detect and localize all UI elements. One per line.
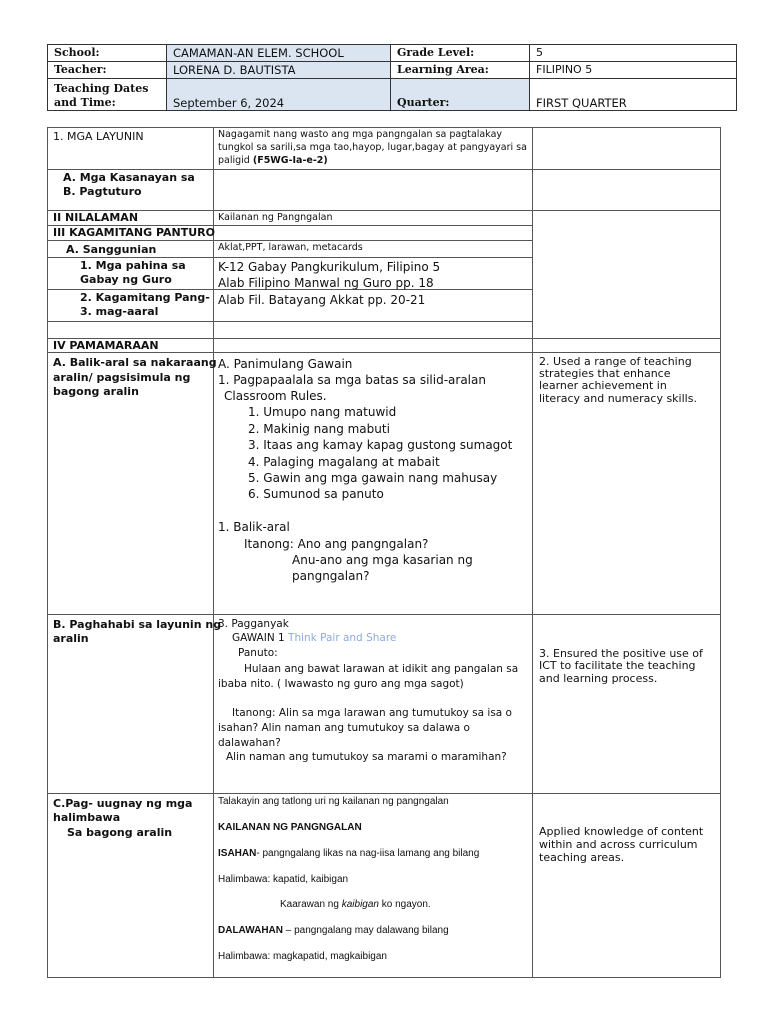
quarter-label: Quarter: xyxy=(390,78,530,111)
cell-b-note xyxy=(532,614,721,794)
kasanayan-a: A. Mga Kasanayan sa xyxy=(63,171,195,184)
dates-label-line-1: Teaching Dates xyxy=(54,82,149,95)
school-value: CAMAMAN-AN ELEM. SCHOOL xyxy=(166,44,391,62)
b-panuto-2: ibaba nito. ( Iwawasto ng guro ang mga sagot) xyxy=(218,678,464,690)
b-note-2: ICT to facilitate the teaching xyxy=(539,659,696,672)
pahina-value-1: K-12 Gabay Pangkurikulum, Filipino 5 xyxy=(218,260,441,274)
cell-empty-label xyxy=(47,321,214,339)
c-dalawahan-def: – pangngalang may dalawang bilang xyxy=(283,925,449,936)
c-note-1: Applied knowledge of content xyxy=(539,825,704,838)
a-rule-6: 6. Sumunod sa panuto xyxy=(248,487,384,501)
area-value: FILIPINO 5 xyxy=(529,61,737,79)
kasanayan-b: B. Pagtuturo xyxy=(63,185,142,198)
school-label: School: xyxy=(47,44,167,62)
cell-pamamaraan-note xyxy=(532,338,721,353)
a-balik-aral: 1. Balik-aral xyxy=(218,520,290,534)
c-talakayin: Talakayin ang tatlong uri ng kailanan ng pangngalan xyxy=(218,796,449,807)
c-dalawahan-term: DALAWAHAN xyxy=(218,925,283,936)
layunin-label: 1. MGA LAYUNIN xyxy=(53,130,144,143)
a-rule-1: 1. Umupo nang matuwid xyxy=(248,405,397,419)
teacher-value: LORENA D. BAUTISTA xyxy=(166,61,391,79)
a-rule-4: 4. Palaging magalang at mabait xyxy=(248,455,440,469)
a-rule-3: 3. Itaas ang kamay kapag gustong sumagot xyxy=(248,438,513,452)
pahina-label-1: 1. Mga pahina sa xyxy=(80,259,186,272)
a-note-2: strategies that enhance xyxy=(539,367,671,380)
c-isahan-def: - pangngalang likas na nag-iisa lamang ang bilang xyxy=(256,848,480,859)
b-panuto-1: Hulaan ang bawat larawan at idikit ang pangalan sa xyxy=(244,663,519,675)
pang-value: Alab Fil. Batayang Akkat pp. 20-21 xyxy=(218,293,426,307)
b-gawain-label: GAWAIN 1 xyxy=(232,632,289,644)
a-question-2: pangngalan? xyxy=(292,569,370,583)
b-itanong-3: dalawahan? xyxy=(218,737,281,749)
competency-code: (F5WG-Ia-e-2) xyxy=(252,155,328,166)
c-isahan xyxy=(218,848,479,860)
grade-label: Grade Level: xyxy=(390,44,530,62)
b-note-3: and learning process. xyxy=(539,672,658,685)
grade-value: 5 xyxy=(529,44,737,62)
a-line-0: A. Panimulang Gawain xyxy=(218,357,353,371)
b-gawain-title: Think Pair and Share xyxy=(288,632,397,644)
cell-pamamaraan-mid xyxy=(213,338,533,353)
c-dalawahan xyxy=(218,925,449,937)
c-halimbawa-2: Halimbawa: magkapatid, magkaibigan xyxy=(218,951,387,962)
b-itanong-4: Alin naman ang tumutukoy sa marami o maramihan? xyxy=(226,751,507,763)
pamamaraan-label: IV PAMAMARAAN xyxy=(53,339,159,352)
layunin-text-3-main: paligid xyxy=(218,155,253,166)
c-sentence-b: kaibigan xyxy=(341,899,379,910)
c-heading: KAILANAN NG PANGNGALAN xyxy=(218,822,362,833)
kagamitan-label: III KAGAMITANG PANTURO xyxy=(53,226,215,239)
sanggunian-label: A. Sanggunian xyxy=(66,243,157,256)
cell-kagamitan-note xyxy=(532,210,721,339)
b-gawain xyxy=(232,632,396,645)
a-note-1: 2. Used a range of teaching xyxy=(539,355,692,368)
pang-label-2: 3. mag-aaral xyxy=(80,305,159,318)
a-line-2: Classroom Rules. xyxy=(224,389,327,403)
b-label-2: aralin xyxy=(53,632,89,645)
layunin-text-3 xyxy=(218,155,328,167)
cell-empty-value xyxy=(213,321,533,339)
b-itanong-2: isahan? Alin naman ang tumutukoy sa dalawa o xyxy=(218,722,470,734)
c-halimbawa-1: Halimbawa: kapatid, kaibigan xyxy=(218,874,349,885)
a-rule-5: 5. Gawin ang mga gawain nang mahusay xyxy=(248,471,498,485)
b-pagganyak: 3. Pagganyak xyxy=(218,618,289,630)
b-itanong-1: Itanong: Alin sa mga larawan ang tumutukoy sa isa o xyxy=(232,707,512,719)
dates-value: September 6, 2024 xyxy=(166,78,391,111)
nilalaman-label: II NILALAMAN xyxy=(53,211,139,224)
c-sentence-a: Kaarawan ng xyxy=(280,899,342,910)
c-label-2: halimbawa xyxy=(53,811,121,824)
a-line-1: 1. Pagpapaalala sa mga batas sa silid-aralan xyxy=(218,373,486,387)
pahina-value-2: Alab Filipino Manwal ng Guro pp. 18 xyxy=(218,276,434,290)
cell-kasanayan-note xyxy=(532,169,721,211)
dates-label-line-2: and Time: xyxy=(54,96,116,109)
b-label-1: B. Paghahabi sa layunin ng xyxy=(53,618,222,631)
teacher-label: Teacher: xyxy=(47,61,167,79)
area-label: Learning Area: xyxy=(390,61,530,79)
cell-kasanayan-text xyxy=(213,169,533,211)
cell-layunin-note xyxy=(532,127,721,170)
c-label-1: C.Pag- uugnay ng mga xyxy=(53,797,193,810)
a-note-3: learner achievement in xyxy=(539,379,667,392)
c-note-2: within and across curriculum xyxy=(539,838,698,851)
c-label-3: Sa bagong aralin xyxy=(67,826,173,839)
dates-label xyxy=(47,78,167,111)
cell-kagamitan-value xyxy=(213,225,533,241)
cell-c-note xyxy=(532,793,721,978)
quarter-value: FIRST QUARTER xyxy=(529,78,737,111)
a-note-4: literacy and numeracy skills. xyxy=(539,392,697,405)
b-note-1: 3. Ensured the positive use of xyxy=(539,647,703,660)
layunin-text-1: Nagagamit nang wasto ang mga pangngalan sa pagtalakay xyxy=(218,129,503,140)
a-label-2: aralin/ pagsisimula ng xyxy=(53,371,191,384)
a-label-3: bagong aralin xyxy=(53,385,139,398)
a-label-1: A. Balik-aral sa nakaraang xyxy=(53,356,217,369)
pahina-label-2: Gabay ng Guro xyxy=(80,273,172,286)
a-question-1: Anu-ano ang mga kasarian ng xyxy=(292,553,473,567)
b-panuto: Panuto: xyxy=(238,647,278,659)
a-rule-2: 2. Makinig nang mabuti xyxy=(248,422,390,436)
a-itanong: Itanong: Ano ang pangngalan? xyxy=(244,537,429,551)
pang-label-1: 2. Kagamitang Pang- xyxy=(80,291,210,304)
c-note-3: teaching areas. xyxy=(539,851,625,864)
nilalaman-value: Kailanan ng Pangngalan xyxy=(218,212,333,223)
sanggunian-value: Aklat,PPT, larawan, metacards xyxy=(218,242,363,253)
c-isahan-term: ISAHAN xyxy=(218,848,257,859)
c-sentence-c: ko ngayon. xyxy=(378,899,431,910)
layunin-text-2: tungkol sa sarili,sa mga tao,hayop, lugar,bagay at pangyayari sa xyxy=(218,142,527,153)
c-sentence xyxy=(280,899,431,911)
